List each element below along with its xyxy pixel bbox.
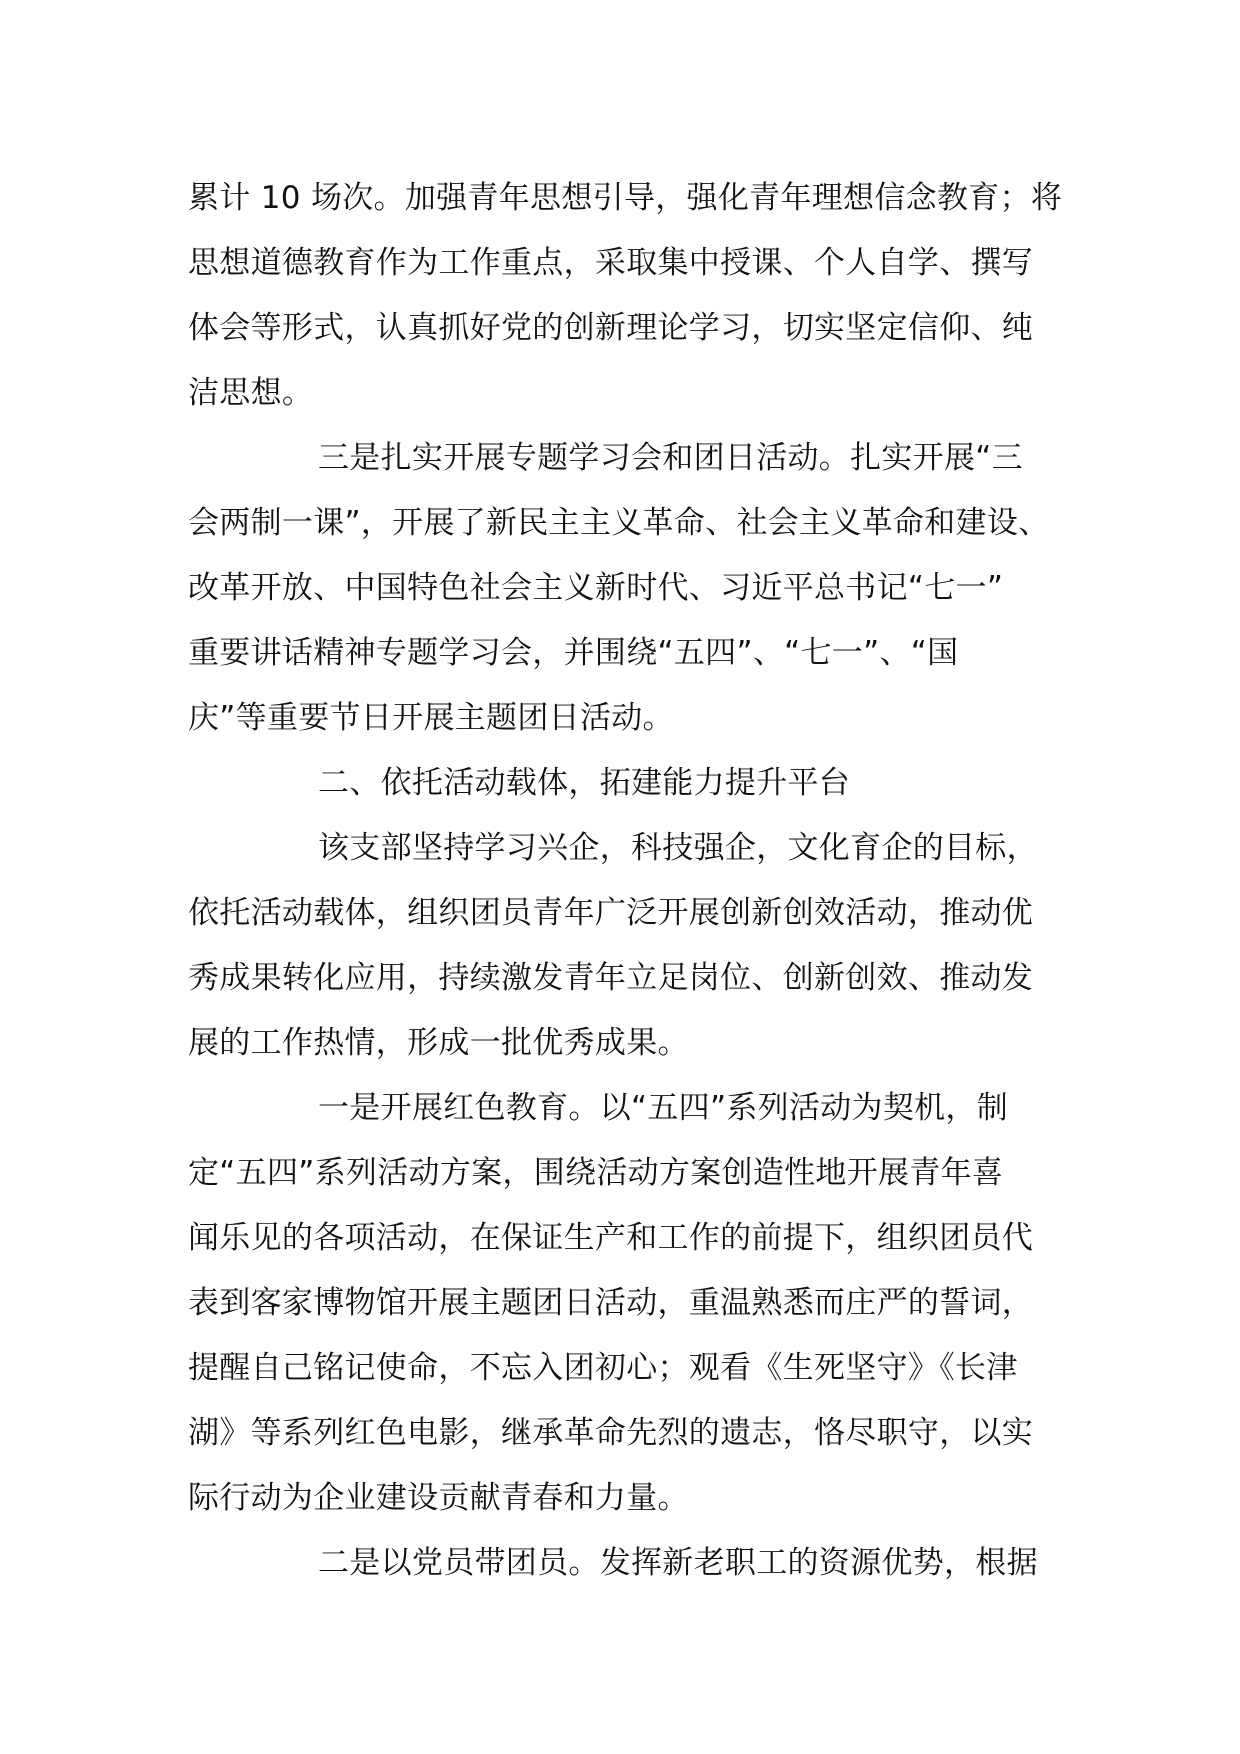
paragraph-first-line: 三是扎实开展专题学习会和团日活动。扎实开展“三 <box>318 440 1023 476</box>
paragraph-first-line: 一是开展红色教育。以“五四”系列活动为契机，制 <box>318 1090 1009 1126</box>
text-line: 庆”等重要节日开展主题团日活动。 <box>188 700 674 736</box>
text-line: 闻乐见的各项活动，在保证生产和工作的前提下，组织团员代 <box>188 1220 1034 1256</box>
text-line: 体会等形式，认真抓好党的创新理论学习，切实坚定信仰、纯 <box>188 310 1034 346</box>
text-line: 秀成果转化应用，持续激发青年立足岗位、创新创效、推动发 <box>188 960 1034 996</box>
paragraph-first-line: 二是以党员带团员。发挥新老职工的资源优势，根据 <box>318 1545 1038 1581</box>
paragraph-first-line: 该支部坚持学习兴企，科技强企，文化育企的目标， <box>318 830 1038 866</box>
text-line: 思想道德教育作为工作重点，采取集中授课、个人自学、撰写 <box>188 245 1034 281</box>
text-line: 依托活动载体，组织团员青年广泛开展创新创效活动，推动优 <box>188 895 1034 931</box>
text-line: 洁思想。 <box>188 375 314 411</box>
text-line: 会两制一课”，开展了新民主主义革命、社会主义革命和建设、 <box>188 505 1050 541</box>
text-line: 际行动为企业建设贡献青春和力量。 <box>188 1480 689 1516</box>
text-line: 湖》等系列红色电影，继承革命先烈的遗志，恪尽职守，以实 <box>188 1415 1034 1451</box>
text-line: 定“五四”系列活动方案，围绕活动方案创造性地开展青年喜 <box>188 1155 1004 1191</box>
text-line: 累计 10 场次。加强青年思想引导，强化青年理想信念教育；将 <box>188 180 1063 216</box>
text-line: 展的工作热情，形成一批优秀成果。 <box>188 1025 689 1061</box>
section-heading: 二、依托活动载体，拓建能力提升平台 <box>318 765 851 801</box>
text-line: 提醒自己铭记使命，不忘入团初心；观看《生死坚守》《长津 <box>188 1350 1018 1386</box>
text-line: 改革开放、中国特色社会主义新时代、习近平总书记“七一” <box>188 570 1004 606</box>
text-line: 表到客家博物馆开展主题团日活动，重温熟悉而庄严的誓词， <box>188 1285 1034 1321</box>
text-line: 重要讲话精神专题学习会，并围绕“五四”、“七一”、“国 <box>188 635 959 671</box>
